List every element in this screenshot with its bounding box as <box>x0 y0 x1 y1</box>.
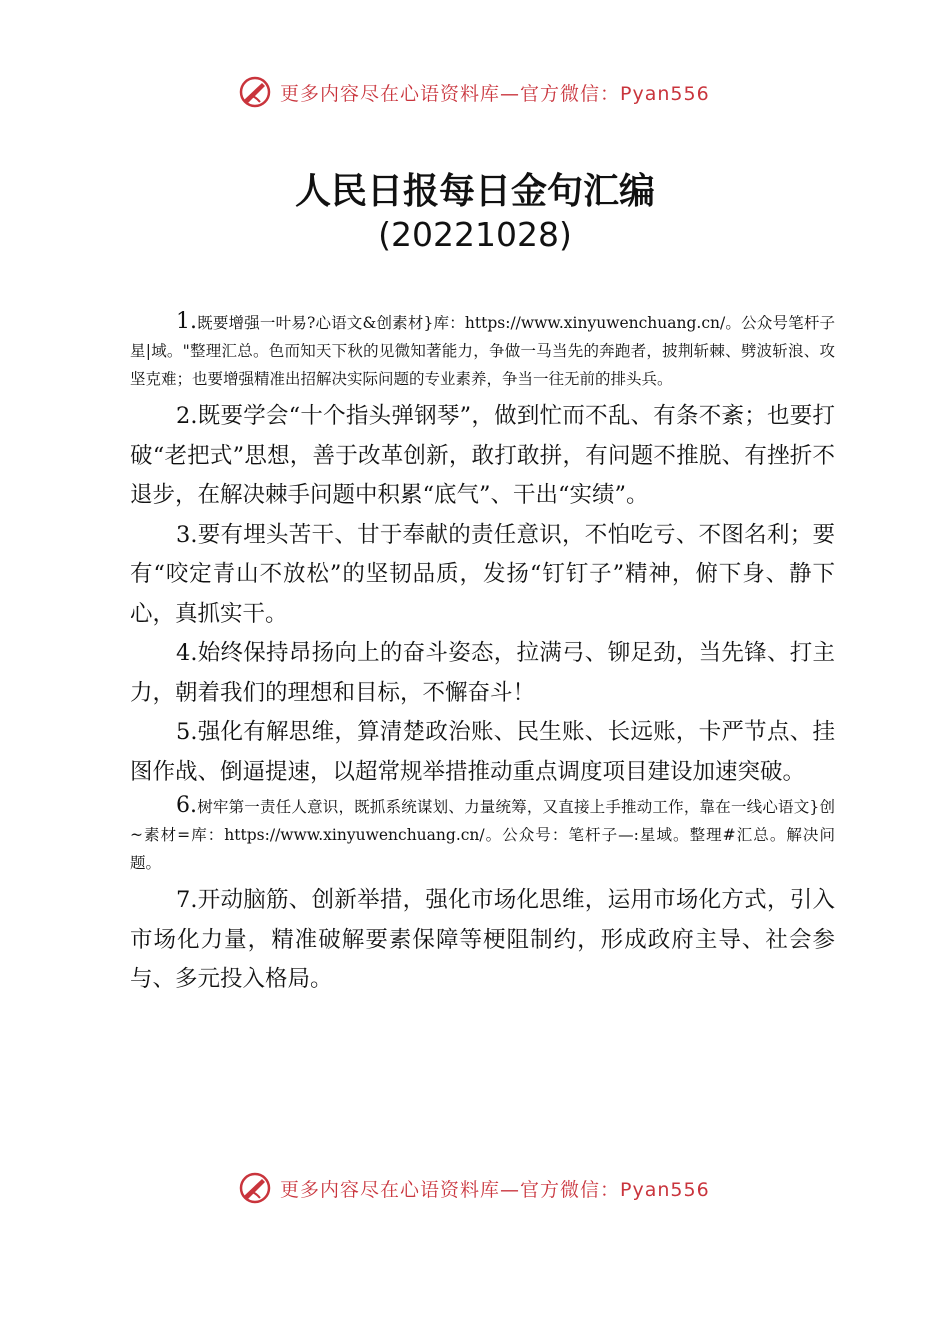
paragraph-number: 2. <box>176 403 198 429</box>
paragraph-text: 既要学会“十个指头弹钢琴”，做到忙而不乱、有条不紊；也要打破“老把式”思想，善于改革创新，敢打敢拼，有问题不推脱、有挫折不退步，在解决棘手问题中积累“底气”、干出“实绩”。 <box>130 403 835 508</box>
watermark-text: 更多内容尽在心语资料库—官方微信：Pyan556 <box>280 1178 710 1201</box>
paragraph-7 <box>130 881 835 1000</box>
pen-logo-icon <box>238 1171 272 1205</box>
paragraph-number: 7. <box>176 887 198 913</box>
paragraph-text: 强化有解思维，算清楚政治账、民生账、长远账，卡严节点、挂图作战、倒逼提速，以超常规举措推动重点调度项目建设加速突破。 <box>130 719 835 785</box>
paragraph-5 <box>130 713 835 792</box>
paragraph-text: 始终保持昂扬向上的奋斗姿态，拉满弓、铆足劲，当先锋、打主力，朝着我们的理想和目标，不懈奋斗！ <box>130 640 835 706</box>
paragraph-4 <box>130 634 835 713</box>
paragraph-number: 3. <box>176 521 198 548</box>
paragraph-2 <box>130 397 835 516</box>
document-date: (20221028) <box>378 215 572 254</box>
paragraph-text: 树牢第一责任人意识，既抓系统谋划、力量统筹，又直接上手推动工作，靠在一线心语文}创~素材=库：https://www.xinyuwenchuang.cn/。公众号：笔杆子—:星域。整理#汇总。解决问题。 <box>130 798 835 872</box>
paragraph-text: 既要增强一叶易?心语文&创素材}库：https://www.xinyuwenchuang.cn/。公众号笔杆子星|域。"整理汇总。色而知天下秋的见微知著能力，争做一马当先的奔跑者，披荆斩棘、劈波斩浪、攻坚克难；也要增强精准出招解决实际问题的专业素养，争当一往无前的排头兵。 <box>130 314 835 388</box>
paragraph-number: 1. <box>176 309 197 334</box>
document-title: 人民日报每日金句汇编 <box>294 171 655 212</box>
paragraph-number: 6. <box>176 793 197 818</box>
document-body <box>130 308 835 1000</box>
pen-logo-icon <box>238 75 272 109</box>
paragraph-text: 要有埋头苦干、甘于奉献的责任意识，不怕吃亏、不图名利；要有“咬定青山不放松”的坚韧品质，发扬“钉钉子”精神，俯下身、静下心，真抓实干。 <box>130 521 835 627</box>
paragraph-3 <box>130 516 835 635</box>
watermark-text: 更多内容尽在心语资料库—官方微信：Pyan556 <box>280 82 710 105</box>
header-watermark-banner <box>238 72 718 112</box>
paragraph-6 <box>130 792 835 877</box>
paragraph-number: 4. <box>176 640 198 666</box>
paragraph-1 <box>130 308 835 393</box>
paragraph-text: 开动脑筋、创新举措，强化市场化思维，运用市场化方式，引入市场化力量，精准破解要素保障等梗阻制约，形成政府主导、社会参与、多元投入格局。 <box>130 887 835 992</box>
paragraph-number: 5. <box>176 719 198 745</box>
footer-watermark-banner <box>238 1168 718 1208</box>
